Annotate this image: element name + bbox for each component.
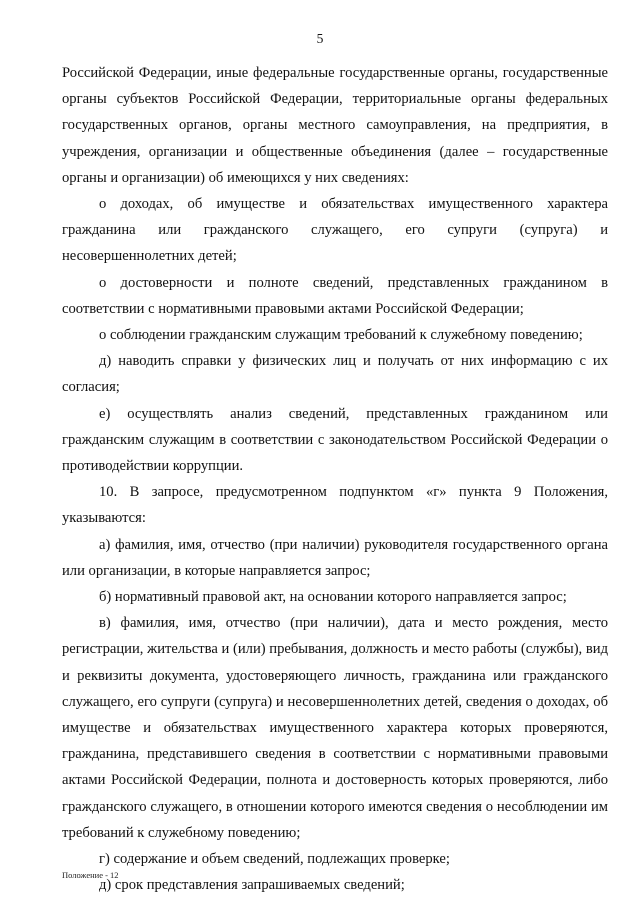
paragraph: о доходах, об имуществе и обязательствах имущественного характера гражданина или гражданского служащего, его супруги (супруга) и несовершеннолетних детей; [62, 196, 608, 265]
paragraph: Российской Федерации, иные федеральные государственные органы, государственные органы субъектов Российской Федерации, территориальные органы федеральных государственных органов, органы местного самоуправления, на предприятия, в учреждения, организации и общественные объединения (далее – государственные органы и организации) об имеющихся у них сведениях: [62, 65, 608, 186]
paragraph: г) содержание и объем сведений, подлежащих проверке; [99, 851, 450, 868]
paragraph: 10. В запросе, предусмотренном подпунктом «г» пункта 9 Положения, указываются: [62, 484, 608, 527]
paragraph: д) срок представления запрашиваемых сведений; [99, 877, 405, 894]
paragraph: о соблюдении гражданским служащим требований к служебному поведению; [99, 327, 583, 344]
paragraph: а) фамилия, имя, отчество (при наличии) руководителя государственного органа или организации, в которые направляется запрос; [62, 536, 608, 579]
paragraph: в) фамилия, имя, отчество (при наличии), дата и место рождения, место регистрации, жительства и (или) пребывания, должность и место работы (службы), вид и реквизиты документа, удостоверяющего личность, гражданина или гражданского служащего, его супруги (супруга) и несовершеннолетних детей, сведения о доходах, об имуществе и обязательствах имущественного характера которых проверяются, гражданина, представившего сведения в соответствии с нормативными правовыми актами Российской Федерации, полнота и достоверность которых проверяются, либо гражданского служащего, в отношении которого имеются сведения о несоблюдении им требований к служебному поведению; [62, 615, 608, 841]
paragraph: е) осуществлять анализ сведений, представленных гражданином или гражданским служащим в соответствии с законодательством Российской Федерации о противодействии коррупции. [62, 405, 608, 475]
paragraph: о достоверности и полноте сведений, представленных гражданином в соответствии с нормативными правовыми актами Российской Федерации; [62, 274, 608, 317]
paragraph: б) нормативный правовой акт, на основании которого направляется запрос; [99, 589, 567, 606]
paragraph: д) наводить справки у физических лиц и получать от них информацию с их согласия; [62, 353, 608, 396]
document-body [62, 60, 608, 899]
footer-label: Положение - 12 [62, 870, 119, 880]
page-number: 5 [316, 31, 324, 46]
